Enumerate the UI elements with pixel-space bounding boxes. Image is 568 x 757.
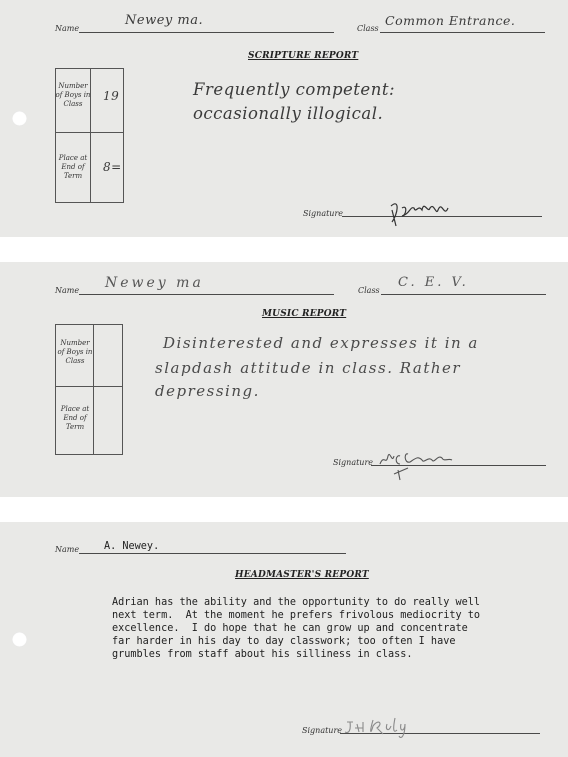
student-name: Newey ma <box>105 275 204 291</box>
signature-label: Signature <box>303 209 344 218</box>
report-title: HEADMASTER'S REPORT <box>235 570 369 580</box>
headmaster-report-card <box>0 522 568 757</box>
boys-value: 19 <box>103 89 120 103</box>
student-name: Newey ma. <box>125 13 204 28</box>
signature-label: Signature <box>302 726 343 735</box>
comment-line-1: Frequently competent: <box>193 80 396 99</box>
name-line <box>79 294 334 295</box>
comment-line-2: occasionally illogical. <box>193 104 384 123</box>
scripture-report-card <box>0 0 568 237</box>
class-label: Class <box>358 286 380 295</box>
boys-label: Number of Boys in Class <box>55 82 91 108</box>
rank-box-separator <box>55 132 124 133</box>
class-line <box>381 294 546 295</box>
report-title: SCRIPTURE REPORT <box>248 51 359 61</box>
music-report-card <box>0 262 568 497</box>
report-title: MUSIC REPORT <box>262 309 347 319</box>
place-label: Place at End of Term <box>58 154 88 180</box>
rank-box-separator <box>55 386 123 387</box>
signature-scribble <box>376 448 458 482</box>
class-label: Class <box>357 24 379 33</box>
punch-hole <box>12 632 27 647</box>
name-label: Name <box>55 24 80 33</box>
name-line <box>79 32 334 33</box>
boys-label: Number of Boys in Class <box>57 339 93 365</box>
comment-line-2: next term. At the moment he prefers frivolous mediocrity to <box>112 610 481 621</box>
name-label: Name <box>55 286 80 295</box>
student-name: A. Newey. <box>104 541 160 552</box>
comment-line-4: far harder in his day to day classwork; too often I have <box>112 636 456 647</box>
comment-line-5: grumbles from staff about his silliness in class. <box>112 649 413 660</box>
signature-scribble <box>343 714 415 740</box>
rank-box-divider <box>93 324 94 455</box>
signature-label: Signature <box>333 458 374 467</box>
comment-line-2: slapdash attitude in class. Rather <box>155 359 462 377</box>
class-line <box>380 32 545 33</box>
name-line <box>79 553 346 554</box>
place-value: 8= <box>103 160 122 174</box>
comment-line-1: Disinterested and expresses it in a <box>163 334 479 352</box>
comment-line-3: depressing. <box>155 382 260 400</box>
class-value: C. E. V. <box>398 275 469 290</box>
class-value: Common Entrance. <box>385 13 516 28</box>
name-label: Name <box>55 545 80 554</box>
comment-line-1: Adrian has the ability and the opportunity to do really well <box>112 597 481 608</box>
signature-scribble <box>388 196 458 232</box>
place-label: Place at End of Term <box>60 405 90 431</box>
comment-line-3: excellence. I do hope that he can grow up and concentrate <box>112 623 468 634</box>
punch-hole <box>12 111 27 126</box>
